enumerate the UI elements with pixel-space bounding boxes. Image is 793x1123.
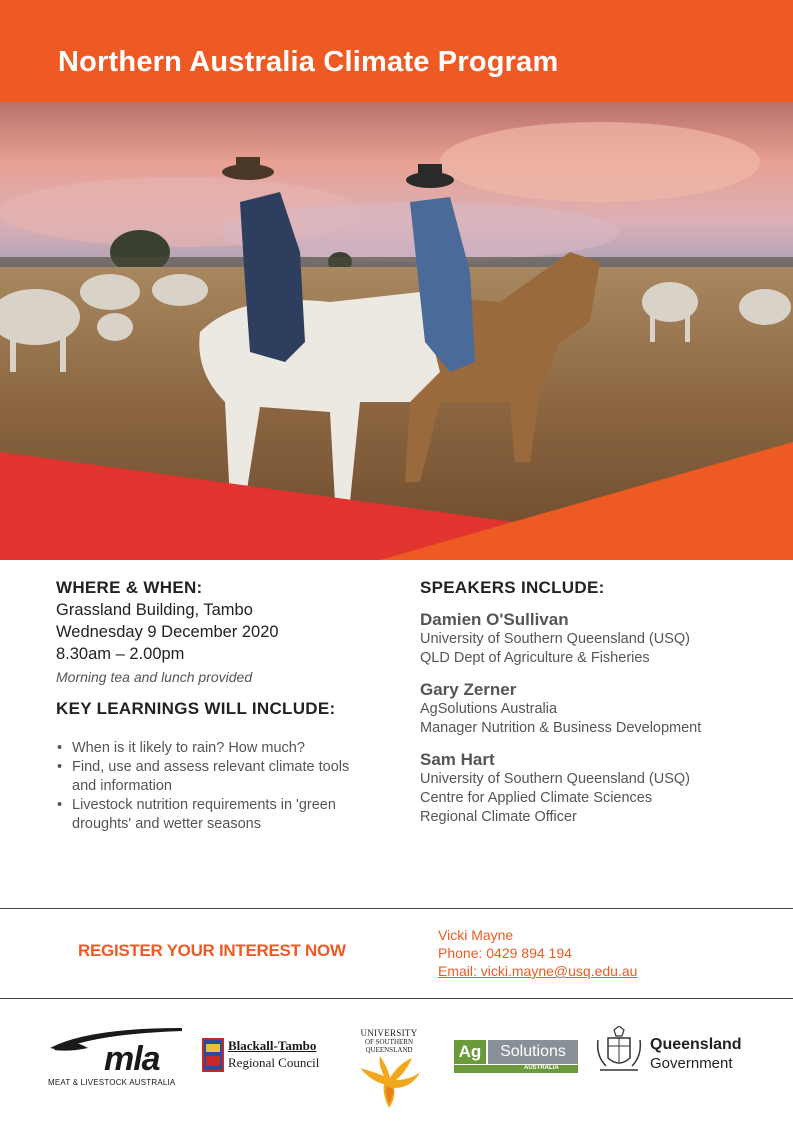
where-when-heading: WHERE & WHEN: — [56, 578, 203, 597]
mla-logo — [48, 1026, 188, 1090]
speaker-affiliation: Manager Nutrition & Business Development — [420, 720, 702, 736]
speaker — [420, 610, 780, 668]
speaker-affiliation: University of Southern Queensland (USQ) — [420, 771, 690, 787]
speaker — [420, 750, 780, 827]
right-column — [420, 578, 780, 827]
bullet-icon: • — [57, 759, 63, 775]
list-item: • Livestock nutrition requirements in 'green droughts' and wetter seasons — [57, 797, 336, 832]
blackall-tambo-logo — [202, 1038, 342, 1076]
phoenix-icon — [354, 1054, 424, 1110]
mla-wordmark: mla — [104, 1040, 160, 1078]
agsolutions-ag: Ag — [454, 1040, 486, 1064]
speaker-affiliation: Centre for Applied Climate Sciences — [420, 790, 653, 806]
mla-tagline: MEAT & LIVESTOCK AUSTRALIA — [48, 1078, 176, 1087]
list-item: • When is it likely to rain? How much? — [57, 740, 305, 756]
key-learnings-list — [56, 739, 362, 834]
catering-note: Morning tea and lunch provided — [56, 669, 253, 685]
divider-top — [0, 908, 793, 909]
speaker-affiliation: Regional Climate Officer — [420, 809, 577, 825]
speaker-name: Gary Zerner — [420, 680, 517, 699]
register-cta[interactable]: REGISTER YOUR INTEREST NOW — [78, 941, 346, 960]
left-column — [56, 578, 386, 834]
speaker-name: Damien O'Sullivan — [420, 610, 569, 629]
qld-line2: Government — [650, 1055, 733, 1072]
key-learnings-heading: KEY LEARNINGS WILL INCLUDE: — [56, 699, 336, 718]
usq-logo: UNIVERSITY OF SOUTHERN QUEENSLAND — [350, 1028, 428, 1118]
coat-of-arms-icon — [594, 1026, 644, 1076]
event-time: 8.30am – 2.00pm — [56, 645, 185, 663]
contact-name: Vicki Mayne — [438, 927, 514, 943]
header-banner — [0, 0, 793, 102]
hero-photo — [0, 102, 793, 560]
contact-email-link[interactable]: Email: vicki.mayne@usq.edu.au — [438, 963, 638, 979]
bullet-icon: • — [57, 740, 63, 756]
agsolutions-wordmark: Solutions — [488, 1040, 578, 1064]
event-date: Wednesday 9 December 2020 — [56, 623, 279, 641]
speakers-heading: SPEAKERS INCLUDE: — [420, 578, 605, 597]
queensland-government-logo — [594, 1026, 754, 1076]
qld-line1: Queensland — [650, 1036, 742, 1053]
council-crest-icon — [202, 1038, 224, 1072]
council-name: Blackall-Tambo — [228, 1038, 317, 1053]
venue: Grassland Building, Tambo — [56, 601, 253, 619]
page-title: Northern Australia Climate Program — [58, 46, 559, 78]
speaker-affiliation: AgSolutions Australia — [420, 701, 558, 717]
speaker-affiliation: University of Southern Queensland (USQ) — [420, 631, 690, 647]
contact-phone: Phone: 0429 894 194 — [438, 945, 572, 961]
speaker-name: Sam Hart — [420, 750, 495, 769]
bullet-icon: • — [57, 797, 63, 813]
contact-block — [438, 926, 637, 980]
speaker — [420, 680, 780, 738]
agsolutions-sub: AUSTRALIA — [524, 1065, 559, 1071]
speaker-affiliation: QLD Dept of Agriculture & Fisheries — [420, 650, 650, 666]
list-item: • Find, use and assess relevant climate tools and information — [57, 759, 350, 794]
council-subtitle: Regional Council — [228, 1055, 320, 1070]
agsolutions-logo — [454, 1040, 578, 1074]
divider-bottom — [0, 998, 793, 999]
